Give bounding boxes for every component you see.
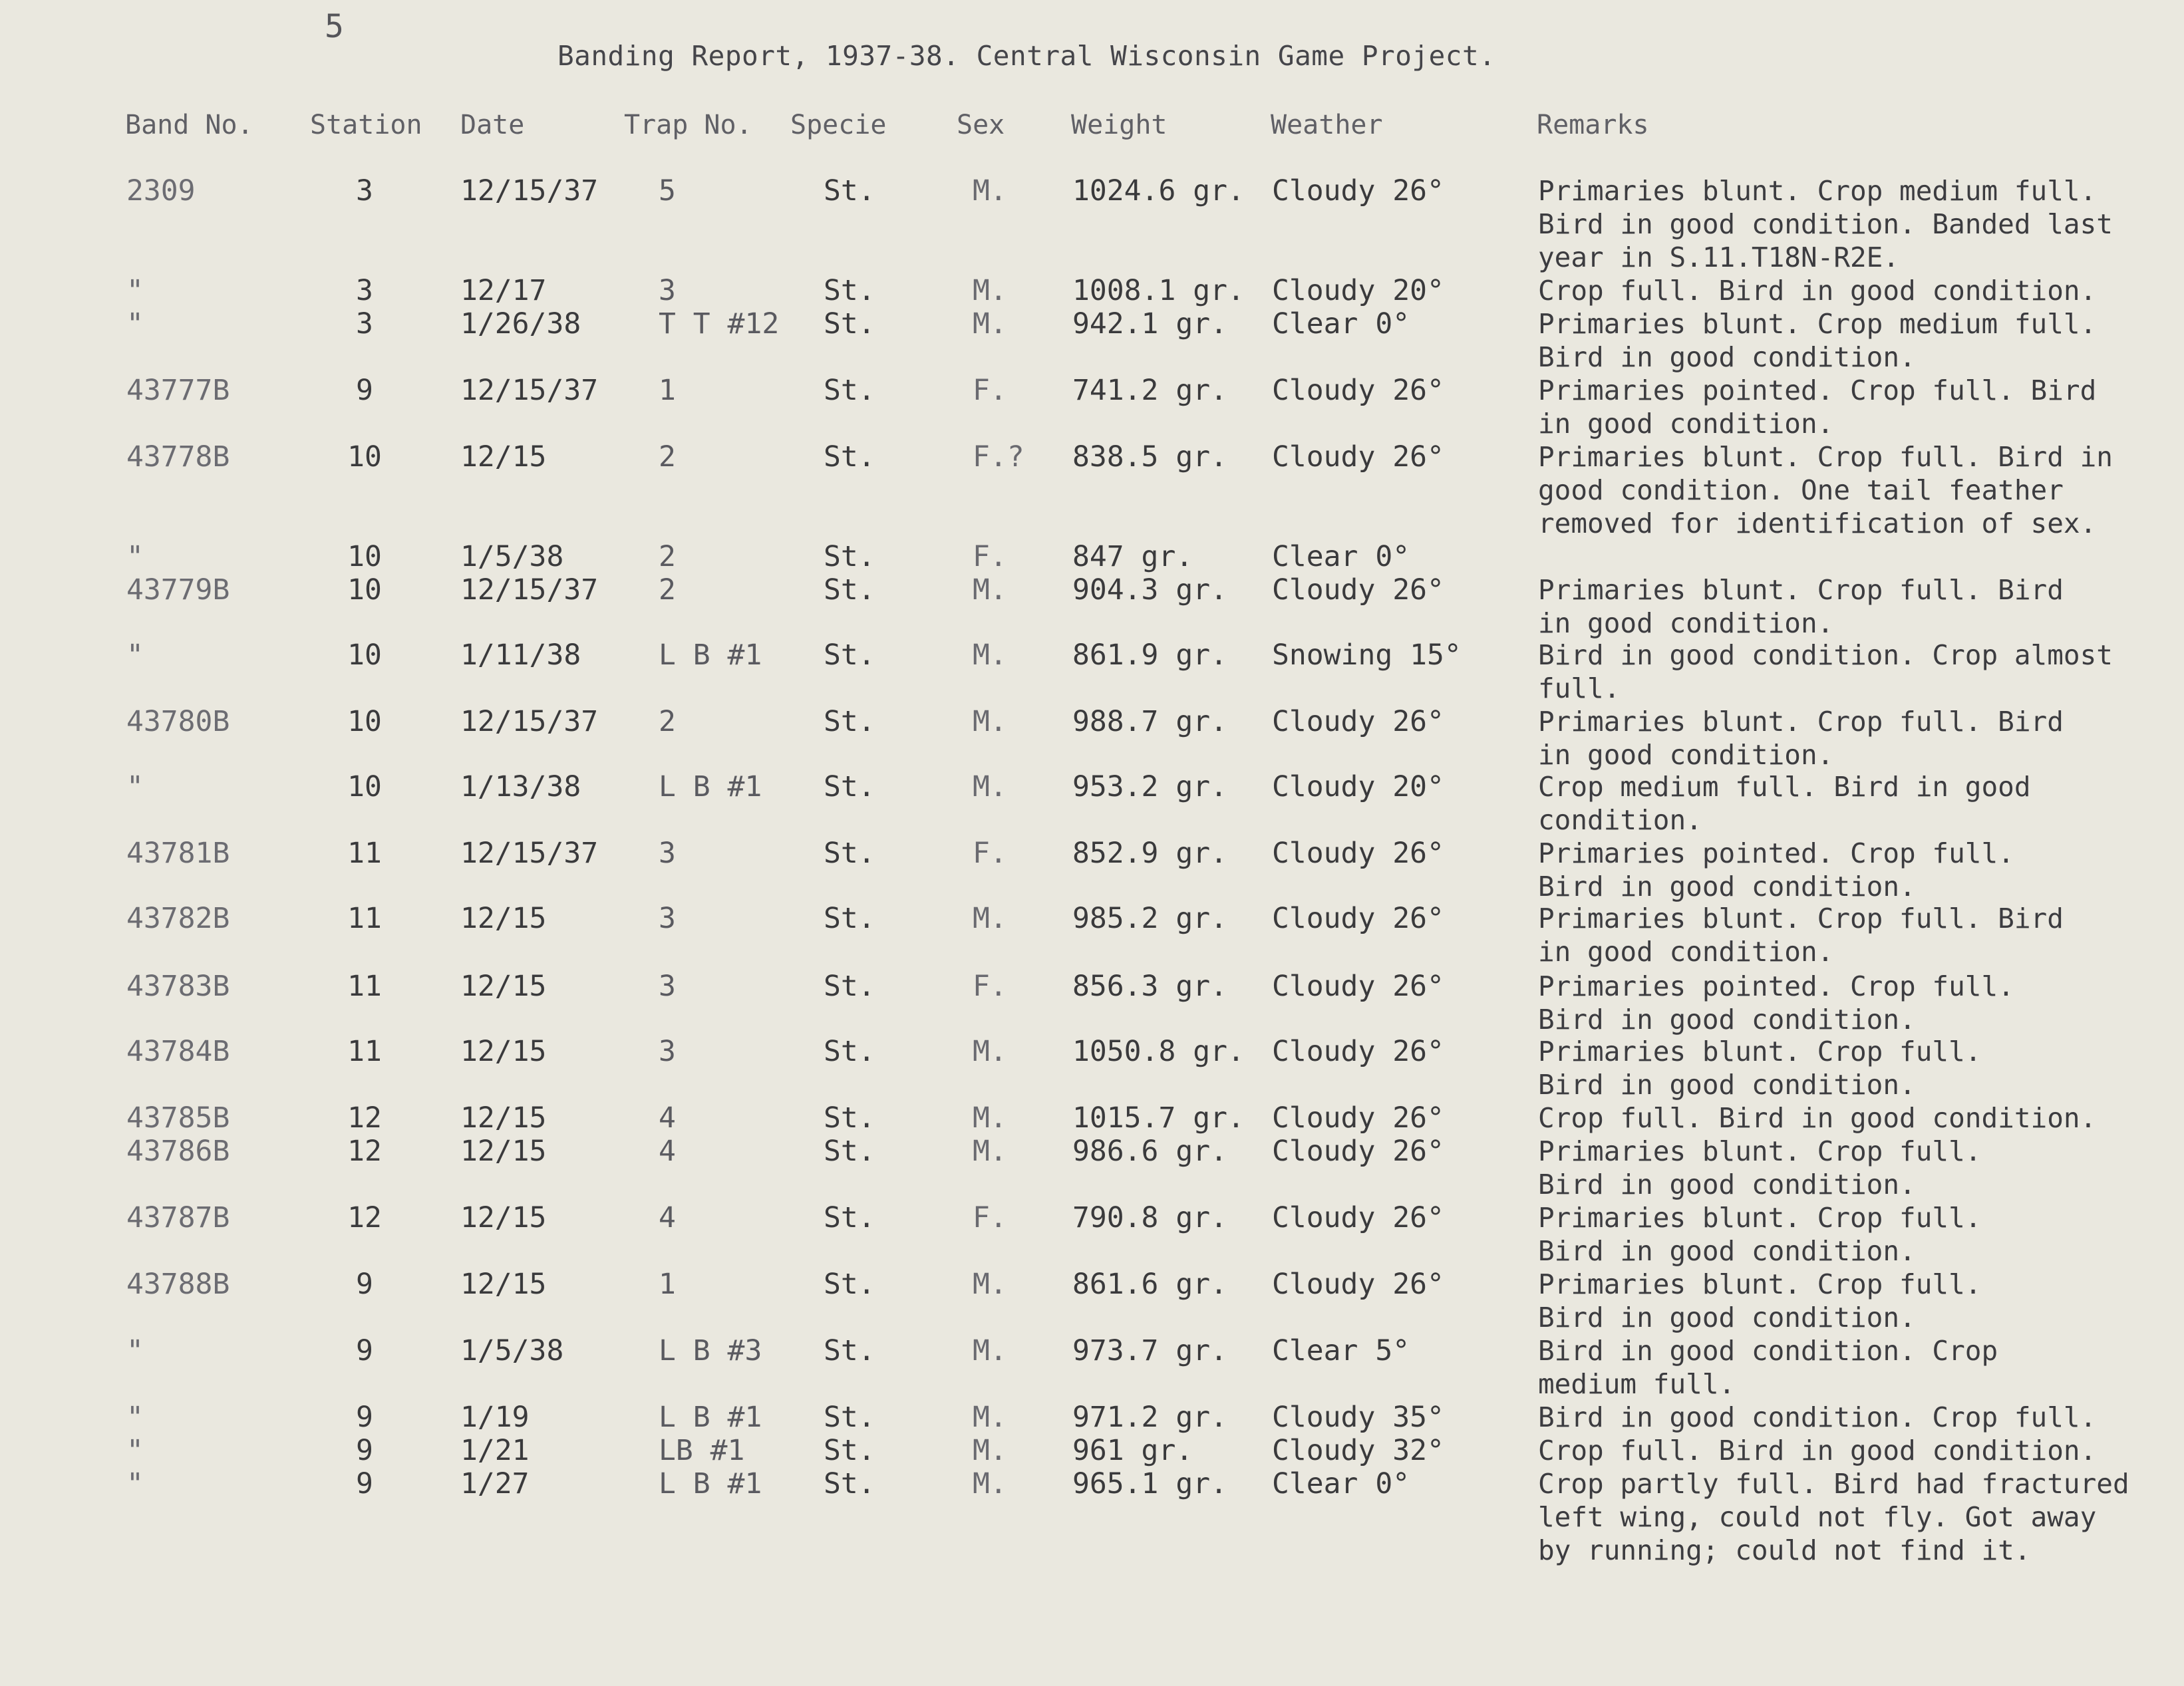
band-no-cell: ": [126, 540, 144, 573]
band-no-cell: ": [126, 770, 144, 803]
sex-cell: M.: [973, 1401, 1007, 1434]
date-cell: 1/26/38: [460, 307, 581, 341]
header-sex: Sex: [957, 110, 1005, 140]
remarks-line: Primaries blunt. Crop full. Bird: [1538, 903, 2064, 934]
specie-cell: St.: [824, 1101, 875, 1135]
remarks-line: Crop medium full. Bird in good: [1538, 771, 2031, 803]
date-cell: 1/19: [460, 1401, 530, 1434]
remarks-line: Bird in good condition. Crop full.: [1538, 1401, 2097, 1433]
specie-cell: St.: [824, 1201, 875, 1234]
station-cell: 10: [347, 638, 382, 672]
trap-no-cell: T T #12: [659, 307, 780, 341]
band-no-cell: ": [126, 638, 144, 672]
sex-cell: F.: [973, 970, 1007, 1003]
weight-cell: 861.9 gr.: [1072, 638, 1227, 672]
weather-cell: Clear 5°: [1272, 1334, 1410, 1367]
remarks-line: in good condition.: [1538, 936, 1834, 968]
band-no-cell: 43784B: [126, 1035, 230, 1068]
remarks-line: Bird in good condition. Banded last: [1538, 208, 2113, 240]
trap-no-cell: 2: [659, 540, 676, 573]
specie-cell: St.: [824, 1334, 875, 1367]
remarks-line: Primaries blunt. Crop full.: [1538, 1268, 1982, 1300]
remarks-line: Primaries pointed. Crop full. Bird: [1538, 374, 2097, 406]
specie-cell: St.: [824, 1401, 875, 1434]
remarks-line: in good condition.: [1538, 408, 1834, 440]
remarks-line: Bird in good condition. Crop almost: [1538, 639, 2113, 671]
remarks-line: Crop full. Bird in good condition.: [1538, 1102, 2097, 1134]
weather-cell: Cloudy 26°: [1272, 1135, 1444, 1168]
remarks-line: full.: [1538, 672, 1621, 704]
weather-cell: Cloudy 26°: [1272, 705, 1444, 738]
remarks-line: by running; could not find it.: [1538, 1534, 2031, 1566]
date-cell: 1/27: [460, 1467, 530, 1500]
trap-no-cell: L B #1: [659, 1401, 762, 1434]
sex-cell: M.: [973, 705, 1007, 738]
station-cell: 9: [356, 374, 373, 407]
specie-cell: St.: [824, 1135, 875, 1168]
remarks-line: condition.: [1538, 804, 1702, 836]
date-cell: 12/15: [460, 1201, 547, 1234]
trap-no-cell: 4: [659, 1135, 676, 1168]
station-cell: 9: [356, 1467, 373, 1500]
sex-cell: F.: [973, 837, 1007, 870]
band-no-cell: ": [126, 1434, 144, 1467]
remarks-line: Bird in good condition.: [1538, 1235, 1916, 1267]
date-cell: 12/15: [460, 1035, 547, 1068]
sex-cell: F.: [973, 374, 1007, 407]
sex-cell: M.: [973, 1135, 1007, 1168]
remarks-line: Primaries blunt. Crop full. Bird in: [1538, 441, 2113, 473]
date-cell: 12/15: [460, 902, 547, 935]
sex-cell: M.: [973, 638, 1007, 672]
remarks-line: Bird in good condition.: [1538, 1169, 1916, 1200]
weight-cell: 971.2 gr.: [1072, 1401, 1227, 1434]
specie-cell: St.: [824, 1035, 875, 1068]
weight-cell: 985.2 gr.: [1072, 902, 1227, 935]
specie-cell: St.: [824, 1268, 875, 1301]
header-trap-no: Trap No.: [624, 110, 752, 140]
trap-no-cell: 2: [659, 440, 676, 474]
page-number: 5: [325, 8, 344, 45]
trap-no-cell: 3: [659, 902, 676, 935]
weather-cell: Cloudy 32°: [1272, 1434, 1444, 1467]
weight-cell: 1015.7 gr.: [1072, 1101, 1245, 1135]
trap-no-cell: 5: [659, 174, 676, 208]
trap-no-cell: 1: [659, 1268, 676, 1301]
band-no-cell: ": [126, 1334, 144, 1367]
weather-cell: Clear 0°: [1272, 1467, 1410, 1500]
trap-no-cell: L B #1: [659, 638, 762, 672]
band-no-cell: 43783B: [126, 970, 230, 1003]
sex-cell: M.: [973, 174, 1007, 208]
weather-cell: Cloudy 26°: [1272, 573, 1444, 607]
remarks-line: Bird in good condition.: [1538, 1069, 1916, 1101]
remarks-line: Primaries blunt. Crop full.: [1538, 1135, 1982, 1167]
header-weather: Weather: [1271, 110, 1383, 140]
date-cell: 1/11/38: [460, 638, 581, 672]
weight-cell: 942.1 gr.: [1072, 307, 1227, 341]
sex-cell: M.: [973, 1035, 1007, 1068]
band-no-cell: 43781B: [126, 837, 230, 870]
specie-cell: St.: [824, 374, 875, 407]
remarks-line: Bird in good condition. Crop: [1538, 1335, 1998, 1367]
trap-no-cell: L B #1: [659, 770, 762, 803]
weight-cell: 953.2 gr.: [1072, 770, 1227, 803]
station-cell: 9: [356, 1434, 373, 1467]
date-cell: 12/15: [460, 1268, 547, 1301]
weather-cell: Cloudy 26°: [1272, 902, 1444, 935]
weather-cell: Clear 0°: [1272, 307, 1410, 341]
weight-cell: 973.7 gr.: [1072, 1334, 1227, 1367]
station-cell: 9: [356, 1334, 373, 1367]
weight-cell: 741.2 gr.: [1072, 374, 1227, 407]
station-cell: 10: [347, 573, 382, 607]
trap-no-cell: 3: [659, 837, 676, 870]
station-cell: 11: [347, 837, 382, 870]
remarks-line: in good condition.: [1538, 607, 1834, 639]
band-no-cell: 43782B: [126, 902, 230, 935]
band-no-cell: 43778B: [126, 440, 230, 474]
weight-cell: 861.6 gr.: [1072, 1268, 1227, 1301]
date-cell: 1/21: [460, 1434, 530, 1467]
date-cell: 1/5/38: [460, 540, 564, 573]
trap-no-cell: L B #1: [659, 1467, 762, 1500]
weather-cell: Cloudy 35°: [1272, 1401, 1444, 1434]
remarks-line: Bird in good condition.: [1538, 1004, 1916, 1036]
specie-cell: St.: [824, 970, 875, 1003]
weight-cell: 965.1 gr.: [1072, 1467, 1227, 1500]
sex-cell: M.: [973, 1467, 1007, 1500]
header-weight: Weight: [1071, 110, 1168, 140]
trap-no-cell: LB #1: [659, 1434, 745, 1467]
weight-cell: 1008.1 gr.: [1072, 274, 1245, 307]
remarks-line: Primaries pointed. Crop full.: [1538, 970, 2014, 1002]
trap-no-cell: 2: [659, 573, 676, 607]
trap-no-cell: L B #3: [659, 1334, 762, 1367]
trap-no-cell: 3: [659, 1035, 676, 1068]
weight-cell: 847 gr.: [1072, 540, 1193, 573]
sex-cell: M.: [973, 1101, 1007, 1135]
station-cell: 9: [356, 1401, 373, 1434]
weather-cell: Cloudy 26°: [1272, 1201, 1444, 1234]
sex-cell: F.?: [973, 440, 1024, 474]
remarks-line: medium full.: [1538, 1368, 1736, 1400]
band-no-cell: ": [126, 274, 144, 307]
specie-cell: St.: [824, 440, 875, 474]
header-band-no: Band No.: [125, 110, 253, 140]
weather-cell: Cloudy 26°: [1272, 1101, 1444, 1135]
date-cell: 12/17: [460, 274, 547, 307]
station-cell: 10: [347, 440, 382, 474]
weight-cell: 904.3 gr.: [1072, 573, 1227, 607]
specie-cell: St.: [824, 837, 875, 870]
weight-cell: 838.5 gr.: [1072, 440, 1227, 474]
band-no-cell: 43787B: [126, 1201, 230, 1234]
specie-cell: St.: [824, 540, 875, 573]
band-no-cell: ": [126, 307, 144, 341]
band-no-cell: 43785B: [126, 1101, 230, 1135]
station-cell: 3: [356, 307, 373, 341]
specie-cell: St.: [824, 638, 875, 672]
specie-cell: St.: [824, 174, 875, 208]
station-cell: 10: [347, 770, 382, 803]
band-no-cell: ": [126, 1401, 144, 1434]
remarks-line: Primaries blunt. Crop full.: [1538, 1202, 1982, 1234]
weather-cell: Cloudy 26°: [1272, 970, 1444, 1003]
sex-cell: M.: [973, 573, 1007, 607]
weight-cell: 1024.6 gr.: [1072, 174, 1245, 208]
header-specie: Specie: [790, 110, 887, 140]
weather-cell: Snowing 15°: [1272, 638, 1462, 672]
weight-cell: 790.8 gr.: [1072, 1201, 1227, 1234]
weight-cell: 988.7 gr.: [1072, 705, 1227, 738]
station-cell: 11: [347, 1035, 382, 1068]
date-cell: 12/15: [460, 970, 547, 1003]
date-cell: 12/15: [460, 1101, 547, 1135]
specie-cell: St.: [824, 274, 875, 307]
station-cell: 10: [347, 540, 382, 573]
date-cell: 12/15/37: [460, 374, 599, 407]
station-cell: 3: [356, 174, 373, 208]
station-cell: 12: [347, 1201, 382, 1234]
band-no-cell: ": [126, 1467, 144, 1500]
remarks-line: Crop partly full. Bird had fractured: [1538, 1468, 2129, 1500]
report-title: Banding Report, 1937-38. Central Wisconsin Game Project.: [557, 40, 1496, 72]
date-cell: 12/15: [460, 1135, 547, 1168]
specie-cell: St.: [824, 1467, 875, 1500]
specie-cell: St.: [824, 902, 875, 935]
remarks-line: left wing, could not fly. Got away: [1538, 1501, 2097, 1533]
station-cell: 12: [347, 1101, 382, 1135]
weather-cell: Cloudy 20°: [1272, 274, 1444, 307]
sex-cell: M.: [973, 770, 1007, 803]
header-date: Date: [460, 110, 525, 140]
specie-cell: St.: [824, 1434, 875, 1467]
sex-cell: F.: [973, 1201, 1007, 1234]
sex-cell: M.: [973, 1434, 1007, 1467]
station-cell: 11: [347, 902, 382, 935]
date-cell: 1/13/38: [460, 770, 581, 803]
trap-no-cell: 4: [659, 1101, 676, 1135]
trap-no-cell: 3: [659, 970, 676, 1003]
remarks-line: in good condition.: [1538, 739, 1834, 771]
date-cell: 12/15/37: [460, 174, 599, 208]
sex-cell: M.: [973, 307, 1007, 341]
sex-cell: M.: [973, 902, 1007, 935]
remarks-line: Bird in good condition.: [1538, 341, 1916, 373]
weight-cell: 961 gr.: [1072, 1434, 1193, 1467]
date-cell: 12/15/37: [460, 705, 599, 738]
weather-cell: Cloudy 26°: [1272, 1035, 1444, 1068]
header-remarks: Remarks: [1537, 110, 1649, 140]
band-no-cell: 43777B: [126, 374, 230, 407]
date-cell: 12/15: [460, 440, 547, 474]
weight-cell: 986.6 gr.: [1072, 1135, 1227, 1168]
remarks-line: Primaries pointed. Crop full.: [1538, 837, 2014, 869]
remarks-line: Primaries blunt. Crop medium full.: [1538, 175, 2097, 207]
remarks-line: Primaries blunt. Crop full. Bird: [1538, 574, 2064, 606]
remarks-line: good condition. One tail feather: [1538, 474, 2064, 506]
remarks-line: Primaries blunt. Crop full. Bird: [1538, 706, 2064, 738]
weather-cell: Cloudy 26°: [1272, 440, 1444, 474]
specie-cell: St.: [824, 573, 875, 607]
station-cell: 12: [347, 1135, 382, 1168]
remarks-line: removed for identification of sex.: [1538, 507, 2097, 539]
band-no-cell: 43788B: [126, 1268, 230, 1301]
trap-no-cell: 1: [659, 374, 676, 407]
date-cell: 1/5/38: [460, 1334, 564, 1367]
band-no-cell: 2309: [126, 174, 196, 208]
sex-cell: M.: [973, 274, 1007, 307]
specie-cell: St.: [824, 705, 875, 738]
station-cell: 3: [356, 274, 373, 307]
remarks-line: Primaries blunt. Crop full.: [1538, 1036, 1982, 1067]
weather-cell: Clear 0°: [1272, 540, 1410, 573]
sex-cell: F.: [973, 540, 1007, 573]
remarks-line: Primaries blunt. Crop medium full.: [1538, 308, 2097, 340]
trap-no-cell: 4: [659, 1201, 676, 1234]
weight-cell: 856.3 gr.: [1072, 970, 1227, 1003]
trap-no-cell: 2: [659, 705, 676, 738]
weather-cell: Cloudy 26°: [1272, 1268, 1444, 1301]
remarks-line: Crop full. Bird in good condition.: [1538, 1435, 2097, 1467]
weather-cell: Cloudy 26°: [1272, 837, 1444, 870]
weight-cell: 852.9 gr.: [1072, 837, 1227, 870]
weight-cell: 1050.8 gr.: [1072, 1035, 1245, 1068]
sex-cell: M.: [973, 1268, 1007, 1301]
station-cell: 10: [347, 705, 382, 738]
band-no-cell: 43786B: [126, 1135, 230, 1168]
station-cell: 11: [347, 970, 382, 1003]
sex-cell: M.: [973, 1334, 1007, 1367]
specie-cell: St.: [824, 770, 875, 803]
remarks-line: year in S.11.T18N-R2E.: [1538, 241, 1900, 273]
weather-cell: Cloudy 20°: [1272, 770, 1444, 803]
header-station: Station: [310, 110, 422, 140]
band-no-cell: 43780B: [126, 705, 230, 738]
band-no-cell: 43779B: [126, 573, 230, 607]
weather-cell: Cloudy 26°: [1272, 174, 1444, 208]
remarks-line: Crop full. Bird in good condition.: [1538, 275, 2097, 307]
specie-cell: St.: [824, 307, 875, 341]
remarks-line: Bird in good condition.: [1538, 871, 1916, 903]
trap-no-cell: 3: [659, 274, 676, 307]
remarks-line: Bird in good condition.: [1538, 1302, 1916, 1334]
station-cell: 9: [356, 1268, 373, 1301]
date-cell: 12/15/37: [460, 573, 599, 607]
date-cell: 12/15/37: [460, 837, 599, 870]
weather-cell: Cloudy 26°: [1272, 374, 1444, 407]
